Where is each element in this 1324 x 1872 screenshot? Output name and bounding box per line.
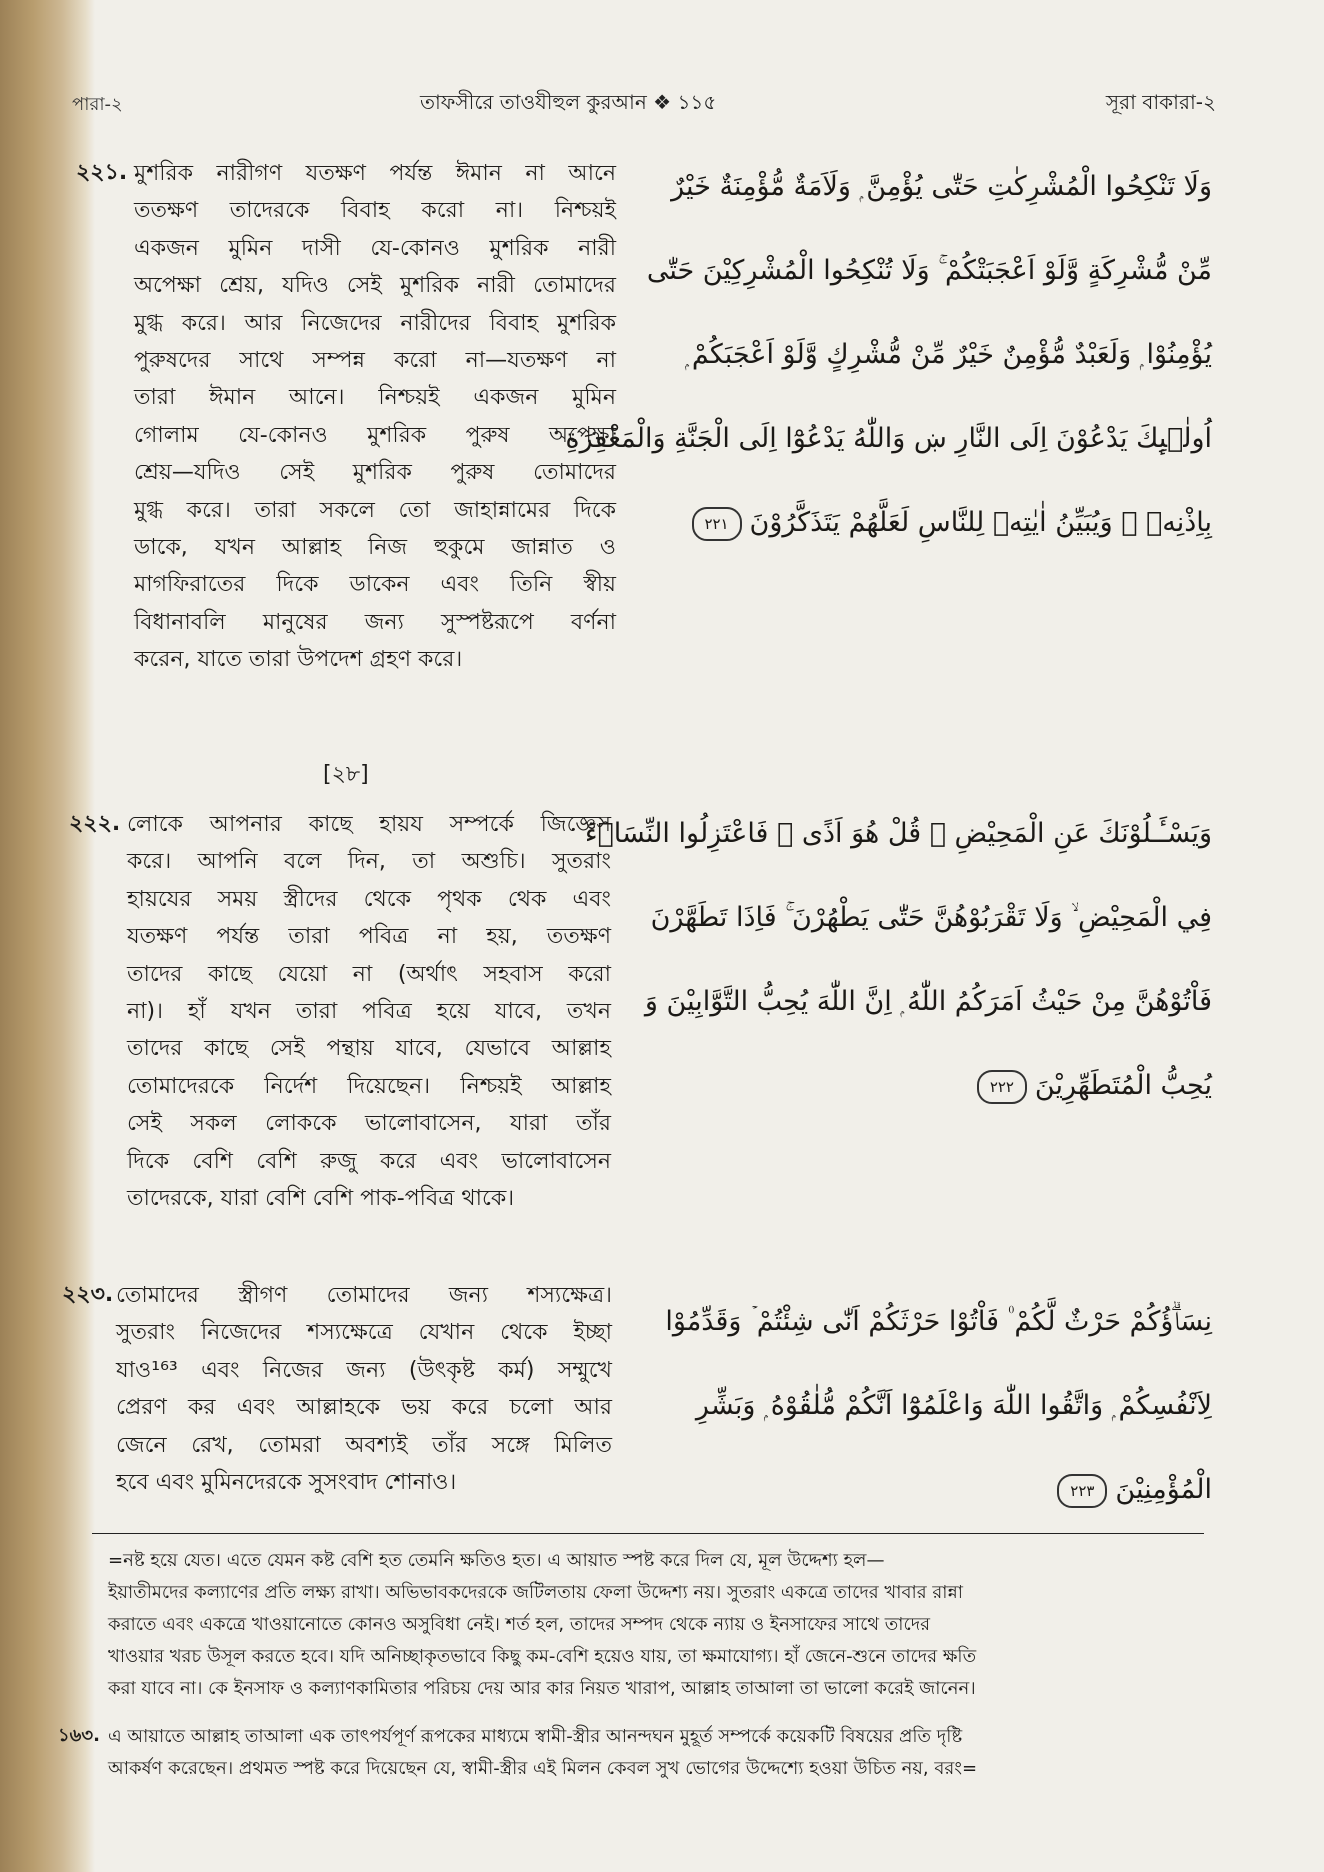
verse-222-arabic: [584, 792, 1212, 1128]
verse-222-line: তাদের কাছে যেয়ো না (অর্থাৎ সহবাস করো: [127, 961, 611, 987]
verse-223-line: হবে এবং মুমিনদেরকে সুসংবাদ শোনাও।: [116, 1469, 457, 1495]
verse-221-line: মাগফিরাতের দিকে ডাকেন এবং তিনি স্বীয়: [134, 572, 616, 598]
verse-223-line: প্রেরণ কর এবং আল্লাহকে ভয় করে চলো আর: [116, 1395, 612, 1421]
footnote-line: আকর্ষণ করেছেন। প্রথমত স্পষ্ট করে দিয়েছেন যে, স্বামী-স্ত্রীর এই মিলন কেবল সুখ ভোগের উদ্দেশ্যে হওয়া উচিত নয়, বরং=: [108, 1758, 978, 1779]
header-surah: সূরা বাকারা-২: [1105, 90, 1216, 114]
arabic-text: بِاِذْنِهٖ ۚ وَيُبَيِّنُ اٰيٰتِهٖ لِلنَّاسِ لَعَلَّهُمْ يَتَذَكَّرُوْنَ: [749, 507, 1212, 538]
book-gutter-shadow: [0, 0, 95, 1872]
verse-223-line: সুতরাং নিজেদের শস্যক্ষেত্রে যেখান থেকে ইচ্ছা: [116, 1320, 612, 1346]
verse-222-line: হায়যের সময় স্ত্রীদের থেকে পৃথক থেক এবং: [127, 886, 611, 912]
header-title: তাফসীরে তাওযীহুল কুরআন ❖ ১১৫: [420, 90, 717, 114]
arabic-line: لِاَنْفُسِكُمْ ۭ وَاتَّقُوا اللّٰهَ وَاعْلَمُوْٓا اَنَّكُمْ مُّلٰقُوْهُ ۭ وَبَشِّرِ: [695, 1390, 1212, 1421]
verse-221-line: মুগ্ধ করে। তারা সকলে তো জাহান্নামের দিকে: [134, 497, 616, 523]
arabic-line: [664, 1044, 1212, 1128]
ruku-number: [২৮]: [323, 762, 369, 787]
verse-223-number: ২২৩.: [62, 1282, 114, 1307]
verse-221-line: গোলাম যে-কোনও মুশরিক পুরুষ অপেক্ষা: [134, 422, 616, 448]
verse-222-line: যতক্ষণ পর্যন্ত তারা পবিত্র না হয়, ততক্ষণ: [127, 924, 611, 950]
verse-223-arabic: [664, 1280, 1212, 1532]
verse-221-line: পুরুষদের সাথে সম্পন্ন করো না—যতক্ষণ না: [134, 347, 616, 373]
footnote-163: [58, 1721, 1206, 1785]
footnote-line: =নষ্ট হয়ে যেত। এতে যেমন কষ্ট বেশি হত তেমনি ক্ষতিও হত। এ আয়াত স্পষ্ট করে দিল যে, মূল উদ্দেশ্য হল—: [108, 1550, 885, 1571]
footnote-line: ইয়াতীমদের কল্যাণের প্রতি লক্ষ্য রাখা। অভিভাবকদেরকে জটিলতায় ফেলা উদ্দেশ্য নয়। সুতরাং একত্রে তাদের খাবার রান্না: [108, 1582, 963, 1603]
footnote-line: এ আয়াতে আল্লাহ তাআলা এক তাৎপর্যপূর্ণ রূপকের মাধ্যমে স্বামী-স্ত্রীর আনন্দঘন মুহূর্ত সম্পর্কে কয়েকটি বিষয়ের প্রতি দৃষ্টি: [108, 1726, 963, 1747]
arabic-line: يُؤْمِنُوْا ۭ وَلَعَبْدٌ مُّؤْمِنٌ خَيْرٌ مِّنْ مُّشْرِكٍ وَّلَوْ اَعْجَبَكُمْ ۭ: [685, 339, 1212, 370]
verse-223-line: যাও¹⁶³ এবং নিজের জন্য (উৎকৃষ্ট কর্ম) সম্মুখে: [116, 1357, 612, 1383]
arabic-text: يُحِبُّ الْمُتَطَهِّرِيْنَ: [1034, 1070, 1212, 1101]
verse-221-line: ডাকে, যখন আল্লাহ নিজ হুকুমে জান্নাত ও: [134, 534, 616, 560]
arabic-line: وَلَا تَنْكِحُوا الْمُشْرِكٰتِ حَتّٰى يُؤْمِنَّ ۭ وَلَاَمَةٌ مُّؤْمِنَةٌ خَيْرٌ: [671, 171, 1212, 202]
verse-222-line: করে। আপনি বলে দিন, তা অশুচি। সুতরাং: [127, 849, 611, 875]
verse-221-arabic: [565, 145, 1212, 565]
verse-222-line: তাদের কাছে সেই পন্থায় যাবে, যেভাবে আল্লাহ: [127, 1036, 611, 1062]
footnote-163-number: ১৬৩.: [58, 1725, 100, 1746]
verse-222-line: দিকে বেশি বেশি রুজু করে এবং ভালোবাসেন: [127, 1148, 611, 1174]
verse-221-line: বিধানাবলি মানুষের জন্য সুস্পষ্টরূপে বর্ণনা: [134, 609, 616, 635]
arabic-line: فِي الْمَحِيْضِ ۙ وَلَا تَقْرَبُوْھُنَّ حَتّٰى يَطْهُرْنَ ۚ فَاِذَا تَطَهَّرْنَ: [650, 902, 1212, 933]
arabic-line: [664, 481, 1212, 565]
arabic-line: فَاْتُوْھُنَّ مِنْ حَيْثُ اَمَرَكُمُ اللّٰهُ ۭ اِنَّ اللّٰهَ يُحِبُّ التَّوَّابِيْنَ وَ: [644, 986, 1212, 1017]
arabic-text: الْمُؤْمِنِيْنَ: [1115, 1474, 1212, 1505]
verse-223-translation: [62, 1277, 612, 1501]
verse-222-translation: [69, 806, 611, 1217]
verse-222-line: তোমাদেরকে নির্দেশ দিয়েছেন। নিশ্চয়ই আল্লাহ: [127, 1073, 611, 1099]
arabic-line: وَيَسْـَٔـلُوْنَكَ عَنِ الْمَحِيْضِ ۭ قُلْ هُوَ اَذًى ۙ فَاعْتَزِلُوا النِّسَاۗءَ: [584, 818, 1212, 849]
arabic-line: [664, 1448, 1212, 1532]
footnote-divider: [92, 1533, 1204, 1534]
footnote-line: করাতে এবং একত্রে খাওয়ানোতে কোনও অসুবিধা নেই। শর্ত হল, তাদের সম্পদ থেকে ন্যায় ও ইনসাফের সাথে তাদের: [108, 1614, 931, 1635]
footnote-line: খাওয়ার খরচ উসূল করতে হবে। যদি অনিচ্ছাকৃতভাবে কিছু কম-বেশি হয়েও যায়, তা ক্ষমাযোগ্য। হাঁ জেনে-শুনে তাদের ক্ষতি: [108, 1646, 977, 1667]
verse-223-line: জেনে রেখ, তোমরা অবশ্যই তাঁর সঙ্গে মিলিত: [116, 1432, 612, 1458]
footnote-line: করা যাবে না। কে ইনসাফ ও কল্যাণকামিতার পরিচয় দেয় আর কার নিয়ত খারাপ, আল্লাহ তাআলা তা ভালো করেই জানেন।: [108, 1678, 976, 1699]
verse-221-translation: [76, 155, 616, 678]
verse-221-line: অপেক্ষা শ্রেয়, যদিও সেই মুশরিক নারী তোমাদের: [134, 273, 616, 299]
verse-222-line: লোকে আপনার কাছে হায়য সম্পর্কে জিজ্ঞেস: [127, 812, 611, 837]
verse-221-line: তারা ঈমান আনে। নিশ্চয়ই একজন মুমিন: [134, 385, 616, 411]
verse-221-number: ২২১.: [76, 160, 128, 185]
arabic-line: نِسَاۗؤُكُمْ حَرْثٌ لَّكُمْ ۠ فَاْتُوْا حَرْثَكُمْ اَنّٰى شِئْتُمْ ۡ وَقَدِّمُوْا: [665, 1306, 1212, 1337]
footnote-continuation: [108, 1545, 1206, 1705]
ayah-end-marker: ٢٢٢: [977, 1070, 1027, 1104]
ayah-end-marker: ٢٢٣: [1057, 1474, 1107, 1508]
verse-221-line: ততক্ষণ তাদেরকে বিবাহ করো না। নিশ্চয়ই: [134, 198, 616, 224]
arabic-line: مِّنْ مُّشْرِكَةٍ وَّلَوْ اَعْجَبَتْكُمْ ۚ وَلَا تُنْكِحُوا الْمُشْرِكِيْنَ حَتّٰى: [646, 255, 1212, 286]
verse-221-line: একজন মুমিন দাসী যে-কোনও মুশরিক নারী: [134, 235, 616, 261]
header-para: পারা-২: [72, 94, 123, 115]
ayah-end-marker: ٢٢١: [692, 507, 742, 541]
verse-221-line: মুগ্ধ করে। আর নিজেদের নারীদের বিবাহ মুশরিক: [134, 310, 616, 336]
verse-221-line: মুশরিক নারীগণ যতক্ষণ পর্যন্ত ঈমান না আনে: [134, 161, 616, 186]
verse-222-line: তাদেরকে, যারা বেশি বেশি পাক-পবিত্র থাকে।: [127, 1185, 515, 1211]
verse-223-line: তোমাদের স্ত্রীগণ তোমাদের জন্য শস্যক্ষেত্র।: [116, 1283, 612, 1308]
verse-222-number: ২২২.: [69, 811, 121, 836]
verse-221-line: শ্রেয়—যদিও সেই মুশরিক পুরুষ তোমাদের: [134, 460, 616, 486]
arabic-line: اُولٰۗىِٕكَ يَدْعُوْنَ اِلَى النَّارِ ښ وَاللّٰهُ يَدْعُوْٓا اِلَى الْجَنَّةِ وَالْمَغْفِرَةِ: [565, 423, 1212, 454]
verse-222-line: সেই সকল লোককে ভালোবাসেন, যারা তাঁর: [127, 1111, 611, 1137]
verse-222-line: না)। হাঁ যখন তারা পবিত্র হয়ে যাবে, তখন: [127, 998, 611, 1024]
verse-221-line: করেন, যাতে তারা উপদেশ গ্রহণ করে।: [134, 647, 463, 673]
